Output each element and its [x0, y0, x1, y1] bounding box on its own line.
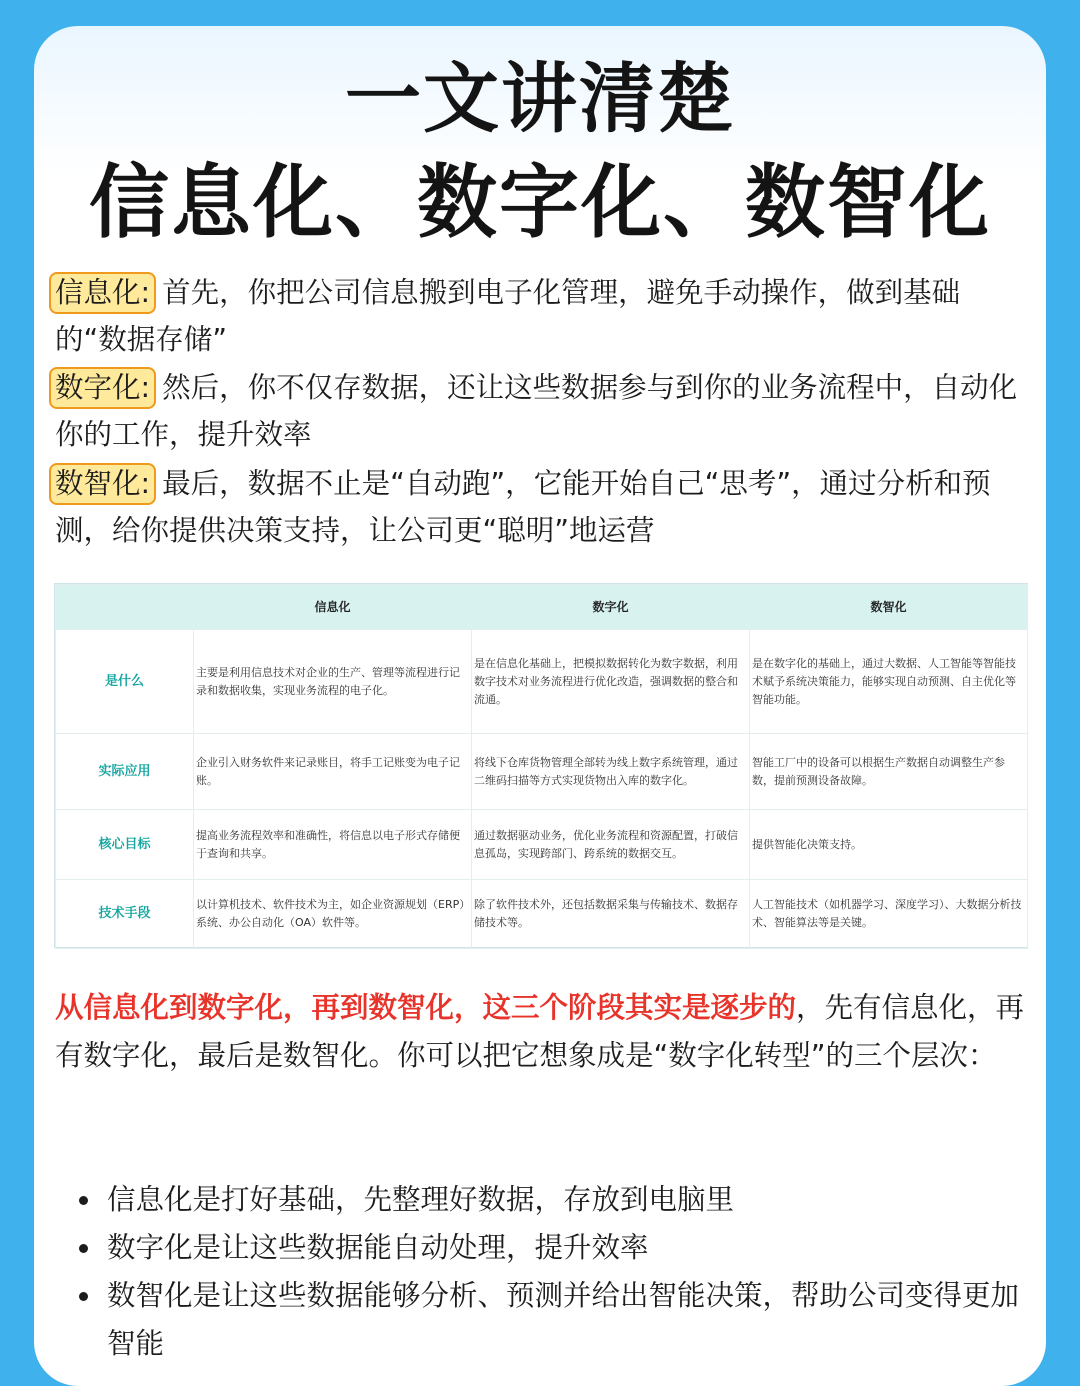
table-row	[56, 880, 1028, 949]
table-header-row	[56, 585, 1028, 630]
table-cell: 将线下仓库货物管理全部转为线上数字系统管理，通过二维码扫描等方式实现货物出入库的数字化。	[472, 734, 750, 810]
bullet-dot-icon	[79, 1244, 88, 1253]
term-badge: 信息化:	[49, 272, 156, 314]
table-cell: 企业引入财务软件来记录账目，将手工记账变为电子记账。	[194, 734, 472, 810]
table-cell: 以计算机技术、软件技术为主，如企业资源规划（ERP）系统、办公自动化（OA）软件等。	[194, 880, 472, 949]
table-header-cell: 信息化	[194, 585, 472, 630]
table-row-label: 技术手段	[56, 880, 194, 949]
definition-digitalization	[55, 364, 1025, 458]
page-title-line-2: 信息化、数字化、数智化	[89, 156, 991, 249]
bullet-dot-icon	[79, 1292, 88, 1301]
table-row-label: 核心目标	[56, 810, 194, 880]
table-header-cell	[56, 585, 194, 630]
table-header-cell: 数智化	[750, 585, 1028, 630]
definition-text: 然后，你不仅存数据，还让这些数据参与到你的业务流程中，自动化你的工作，提升效率	[55, 371, 1018, 451]
summary-paragraph	[55, 984, 1030, 1080]
table-cell: 主要是利用信息技术对企业的生产、管理等流程进行记录和数据收集，实现业务流程的电子化。	[194, 630, 472, 734]
table-cell: 通过数据驱动业务，优化业务流程和资源配置，打破信息孤岛，实现跨部门、跨系统的数据交互。	[472, 810, 750, 880]
list-item	[55, 1224, 1030, 1272]
page-title-line-1: 一文讲清楚	[345, 54, 735, 143]
summary-highlight: 从信息化到数字化，再到数智化，这三个阶段其实是逐步的	[55, 991, 797, 1024]
bullet-dot-icon	[79, 1196, 88, 1205]
table-row	[56, 630, 1028, 734]
summary-text: ，先有信息化，再有数字化，最后是数智化。你可以把它想象成是“数字化转型”的三个层次：	[55, 991, 1025, 1072]
definition-text: 最后，数据不止是“自动跑”，它能开始自己“思考”，通过分析和预测，给你提供决策支持，让公司更“聪明”地运营	[55, 467, 991, 547]
table-cell: 智能工厂中的设备可以根据生产数据自动调整生产参数，提前预测设备故障。	[750, 734, 1028, 810]
list-item-text: 信息化是打好基础，先整理好数据，存放到电脑里	[107, 1183, 735, 1216]
definition-intelligentization	[55, 460, 1025, 554]
comparison-table	[54, 583, 1028, 948]
table-row-label: 实际应用	[56, 734, 194, 810]
table-cell: 人工智能技术（如机器学习、深度学习）、大数据分析技术、智能算法等是关键。	[750, 880, 1028, 949]
table-header-cell: 数字化	[472, 585, 750, 630]
table-cell: 提高业务流程效率和准确性，将信息以电子形式存储便于查询和共享。	[194, 810, 472, 880]
table-cell: 是在信息化基础上，把模拟数据转化为数字数据，利用数字技术对业务流程进行优化改造，强调数据的整合和流通。	[472, 630, 750, 734]
key-points-list	[55, 1176, 1030, 1368]
table-cell: 提供智能化决策支持。	[750, 810, 1028, 880]
table-cell: 除了软件技术外，还包括数据采集与传输技术、数据存储技术等。	[472, 880, 750, 949]
list-item	[55, 1176, 1030, 1224]
list-item-text: 数字化是让这些数据能自动处理，提升效率	[107, 1231, 649, 1264]
table-row-label: 是什么	[56, 630, 194, 734]
table-cell: 是在数字化的基础上，通过大数据、人工智能等智能技术赋予系统决策能力，能够实现自动预测、自主优化等智能功能。	[750, 630, 1028, 734]
definition-informatization	[55, 269, 1025, 363]
table-row	[56, 734, 1028, 810]
definition-text: 首先，你把公司信息搬到电子化管理，避免手动操作，做到基础的“数据存储”	[55, 276, 961, 356]
table-row	[56, 810, 1028, 880]
list-item	[55, 1272, 1030, 1368]
list-item-text: 数智化是让这些数据能够分析、预测并给出智能决策，帮助公司变得更加智能	[107, 1279, 1020, 1360]
term-badge: 数智化:	[49, 463, 156, 505]
term-badge: 数字化:	[49, 367, 156, 409]
